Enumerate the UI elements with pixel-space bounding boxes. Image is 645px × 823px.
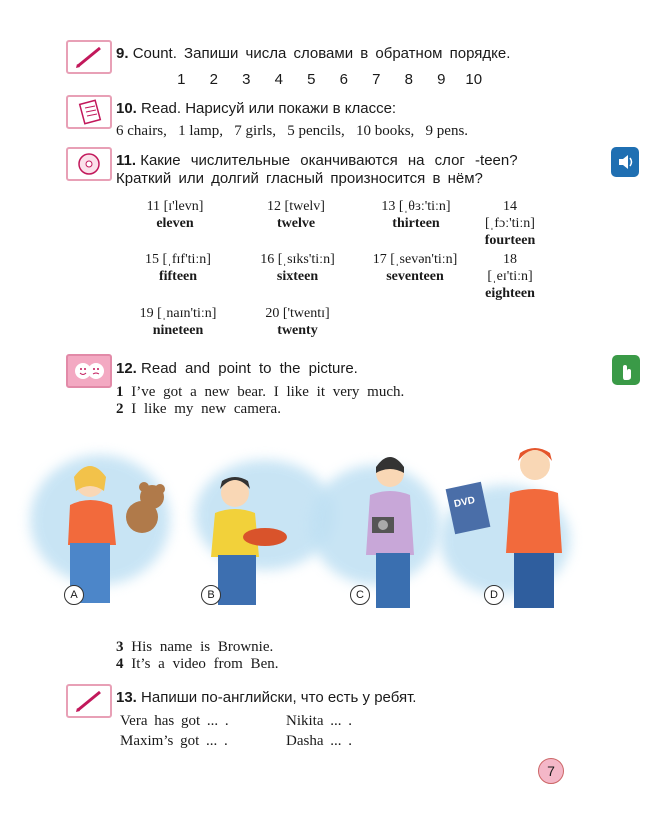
notebook-icon bbox=[66, 95, 112, 129]
faces-icon bbox=[66, 354, 112, 388]
picture-label-c[interactable]: C bbox=[350, 585, 370, 605]
sentence-1: 1 I’ve got a new bear. I like it very much. bbox=[116, 384, 405, 400]
dvd-box-label: DVD bbox=[453, 494, 477, 511]
prompt-col2-row1: Nikita ... . bbox=[286, 713, 352, 729]
sentence-3: 3 His name is Brownie. bbox=[116, 639, 274, 655]
numeral-18: 18 [ˌeɪ'tiːn] eighteen bbox=[485, 252, 535, 301]
number: 10 bbox=[465, 71, 483, 88]
pencil-icon bbox=[66, 40, 112, 74]
exercise-number: 13. bbox=[116, 689, 137, 706]
exercise-instruction: Count. Запиши числа словами в обратном порядке. bbox=[132, 45, 511, 62]
pencil-icon bbox=[66, 684, 112, 718]
number: 2 bbox=[209, 71, 218, 88]
numeral-15: 15 [ˌfɪf'tiːn] fifteen bbox=[145, 252, 211, 284]
page-number: 7 bbox=[538, 758, 564, 784]
exercise-number: 9. bbox=[116, 45, 129, 62]
exercise-instruction: Напиши по-английски, что есть у ребят. bbox=[141, 689, 417, 706]
number: 6 bbox=[339, 71, 348, 88]
exercise-number: 10. bbox=[116, 100, 137, 117]
exercise-number: 11. bbox=[116, 152, 137, 169]
number: 8 bbox=[404, 71, 413, 88]
boy-with-dvd bbox=[446, 448, 562, 608]
number: 5 bbox=[307, 71, 316, 88]
exercise-9-heading bbox=[116, 45, 556, 62]
sentence-4: 4 It’s a video from Ben. bbox=[116, 656, 279, 672]
number: 7 bbox=[372, 71, 381, 88]
speaker-icon[interactable] bbox=[611, 147, 639, 177]
exercise-instruction: Read and point to the picture. bbox=[141, 360, 358, 377]
prompt-col1-row1: Vera has got ... . bbox=[120, 713, 229, 729]
hand-icon[interactable] bbox=[612, 355, 640, 385]
exercise-12-heading bbox=[116, 360, 358, 377]
numeral-16: 16 [ˌsɪks'tiːn] sixteen bbox=[260, 252, 335, 284]
boy-with-dog bbox=[211, 477, 287, 605]
exercise-10-heading bbox=[116, 100, 396, 117]
illustration bbox=[20, 425, 580, 620]
exercise-instruction: Read. Нарисуй или покажи в классе: bbox=[141, 100, 397, 117]
numeral-20: 20 ['twentɪ] twenty bbox=[265, 306, 330, 338]
picture-label-b[interactable]: B bbox=[201, 585, 221, 605]
numeral-19: 19 [ˌnaɪn'tiːn] nineteen bbox=[139, 306, 217, 338]
number: 3 bbox=[242, 71, 251, 88]
disc-icon bbox=[66, 147, 112, 181]
numeral-12: 12 [twelv] twelve bbox=[267, 199, 325, 231]
prompt-col1-row2: Maxim’s got ... . bbox=[120, 733, 228, 749]
number: 4 bbox=[274, 71, 283, 88]
girl-with-camera bbox=[366, 457, 414, 608]
number: 1 bbox=[177, 71, 186, 88]
picture-label-d[interactable]: D bbox=[484, 585, 504, 605]
prompt-col2-row2: Dasha ... . bbox=[286, 733, 352, 749]
exercise-13-heading bbox=[116, 689, 416, 706]
exercise-number: 12. bbox=[116, 360, 137, 377]
items-list: 6 chairs, 1 lamp, 7 girls, 5 pencils, 10 books, 9 pens. bbox=[116, 123, 469, 139]
exercise-instruction-line1: Какие числительные оканчиваются на слог -teen? bbox=[140, 152, 518, 169]
sentence-2: 2 I like my new camera. bbox=[116, 401, 281, 417]
picture-label-a[interactable]: A bbox=[64, 585, 84, 605]
numeral-13: 13 [ˌθɜː'tiːn] thirteen bbox=[381, 199, 451, 231]
numeral-11: 11 [ɪ'levn] eleven bbox=[146, 199, 204, 231]
number: 9 bbox=[437, 71, 446, 88]
girl-with-bear bbox=[68, 466, 165, 603]
numeral-14: 14 [ˌfɔː'tiːn] fourteen bbox=[484, 199, 536, 248]
numeral-17: 17 [ˌsevən'tiːn] seventeen bbox=[372, 252, 458, 284]
exercise-instruction-line2: Краткий или долгий гласный произносится в нём? bbox=[116, 170, 483, 187]
number-row bbox=[165, 71, 490, 88]
exercise-11-heading bbox=[116, 152, 556, 188]
